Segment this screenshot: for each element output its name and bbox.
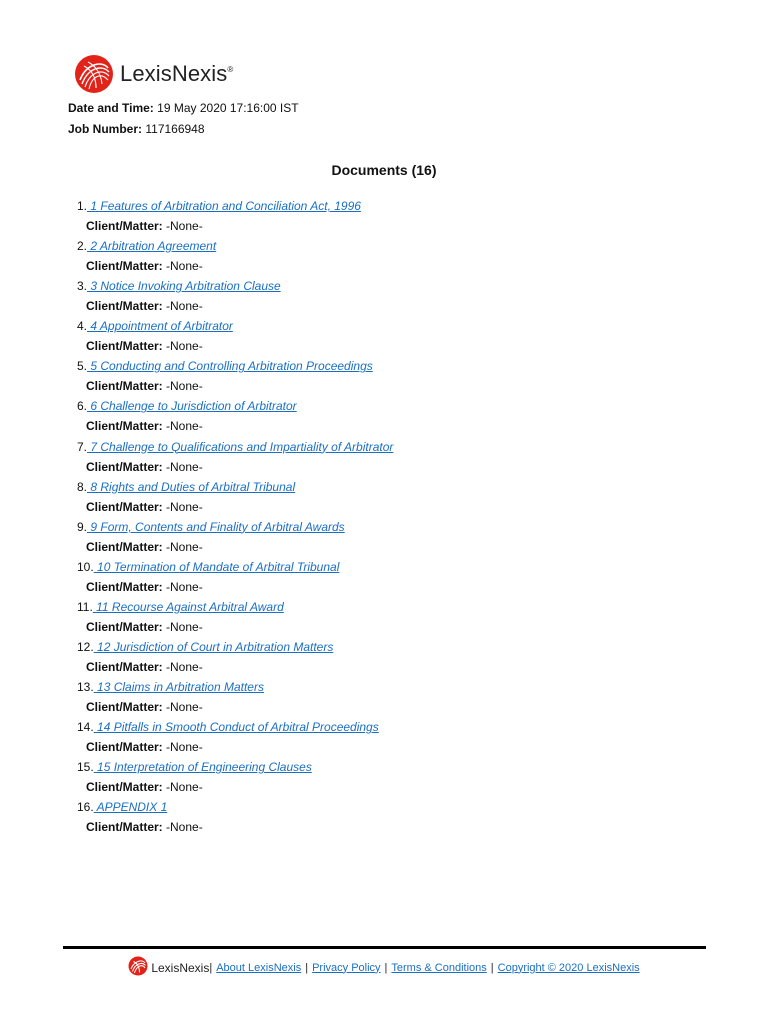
client-matter-value: -None-: [166, 619, 203, 634]
client-matter-row: [86, 457, 203, 477]
footer-separator: |: [305, 961, 309, 974]
document-title-row: [77, 396, 297, 416]
document-list-item: [0, 236, 700, 276]
document-number: 11.: [77, 599, 93, 614]
document-link[interactable]: 1 Features of Arbitration and Conciliation Act, 1996: [87, 199, 361, 213]
document-link[interactable]: 3 Notice Invoking Arbitration Clause: [87, 279, 281, 294]
client-matter-label: Client/Matter:: [86, 700, 163, 715]
client-matter-label: Client/Matter:: [86, 339, 163, 354]
document-list-item: [0, 797, 700, 837]
document-title-row: [77, 437, 393, 457]
client-matter-row: [86, 577, 203, 597]
client-matter-label: Client/Matter:: [86, 259, 163, 274]
documents-heading: Documents (16): [331, 162, 437, 178]
client-matter-value: -None-: [166, 219, 203, 233]
document-number: 13.: [77, 680, 94, 695]
document-number: 8.: [77, 479, 88, 494]
document-title-row: [77, 757, 312, 777]
document-number: 10.: [77, 559, 94, 574]
client-matter-value: -None-: [166, 419, 203, 434]
footer-separator: |: [384, 961, 388, 974]
document-number: 6.: [77, 399, 88, 414]
job-number-line: [68, 119, 299, 140]
client-matter-label: Client/Matter:: [86, 379, 163, 394]
privacy-policy-link[interactable]: Privacy Policy: [312, 961, 381, 974]
client-matter-row: [86, 657, 203, 677]
client-matter-value: -None-: [166, 259, 203, 274]
document-title-row: [77, 677, 264, 697]
client-matter-value: -None-: [166, 700, 203, 715]
client-matter-row: [86, 617, 203, 637]
document-list-item: [0, 717, 700, 757]
footer: [0, 956, 768, 979]
document-title-row: [77, 717, 379, 737]
document-title-row: [77, 316, 233, 336]
client-matter-value: -None-: [166, 499, 203, 514]
client-matter-row: [86, 537, 203, 557]
client-matter-label: Client/Matter:: [86, 219, 163, 233]
document-link[interactable]: 13 Claims in Arbitration Matters: [93, 680, 264, 695]
document-title-row: [77, 597, 284, 617]
client-matter-row: [86, 737, 203, 757]
client-matter-value: -None-: [166, 299, 203, 314]
client-matter-value: -None-: [166, 459, 203, 474]
date-label: Date and Time:: [68, 101, 154, 115]
lexisnexis-logo: [74, 54, 233, 94]
client-matter-row: [86, 497, 203, 517]
about-link[interactable]: About LexisNexis: [216, 961, 302, 974]
document-title-row: [77, 196, 361, 216]
client-matter-label: Client/Matter:: [86, 619, 163, 634]
client-matter-label: Client/Matter:: [86, 419, 163, 434]
document-link[interactable]: 8 Rights and Duties of Arbitral Tribunal: [87, 479, 296, 494]
document-list-item: [0, 396, 700, 436]
client-matter-value: -None-: [166, 660, 203, 675]
client-matter-label: Client/Matter:: [86, 579, 163, 594]
document-title-row: [77, 517, 345, 537]
client-matter-label: Client/Matter:: [86, 660, 163, 675]
document-title-row: [77, 477, 295, 497]
lexisnexis-globe-icon: [74, 54, 114, 94]
document-title-row: [77, 557, 339, 577]
client-matter-row: [86, 376, 203, 396]
copyright-link[interactable]: Copyright © 2020 LexisNexis: [497, 961, 640, 974]
client-matter-value: -None-: [166, 780, 203, 795]
document-number: 1.: [77, 199, 88, 213]
client-matter-label: Client/Matter:: [86, 780, 163, 795]
footer-wordmark: LexisNexis: [151, 960, 210, 975]
footer-separator: |: [490, 961, 494, 974]
document-number: 7.: [77, 439, 88, 454]
client-matter-label: Client/Matter:: [86, 299, 163, 314]
footer-divider: [63, 946, 706, 949]
document-link[interactable]: 4 Appointment of Arbitrator: [87, 319, 233, 334]
logo-wordmark: LexisNexis®: [120, 61, 234, 86]
document-title-row: [77, 276, 281, 296]
client-matter-row: [86, 777, 203, 797]
date-value: 19 May 2020 17:16:00 IST: [157, 101, 299, 115]
document-list-item: [0, 477, 700, 517]
document-list-item: [0, 597, 700, 637]
document-link[interactable]: 7 Challenge to Qualifications and Impartiality of Arbitrator: [87, 439, 394, 454]
document-list-item: [0, 196, 700, 236]
document-number: 5.: [77, 359, 88, 374]
client-matter-label: Client/Matter:: [86, 740, 163, 755]
client-matter-label: Client/Matter:: [86, 459, 163, 474]
client-matter-row: [86, 256, 203, 276]
client-matter-row: [86, 336, 203, 356]
document-number: 4.: [77, 319, 88, 334]
document-link[interactable]: 11 Recourse Against Arbitral Award: [92, 599, 284, 614]
client-matter-value: -None-: [166, 579, 203, 594]
document-link[interactable]: 6 Challenge to Jurisdiction of Arbitrator: [87, 399, 297, 414]
document-list-item: [0, 437, 700, 477]
client-matter-label: Client/Matter:: [86, 539, 163, 554]
lexisnexis-globe-icon: [128, 956, 148, 979]
document-list-item: [0, 517, 700, 557]
client-matter-row: [86, 416, 203, 436]
document-number: 12.: [77, 640, 94, 655]
client-matter-row: [86, 296, 203, 316]
client-matter-value: -None-: [166, 379, 203, 394]
client-matter-value: -None-: [166, 820, 203, 835]
document-link[interactable]: 5 Conducting and Controlling Arbitration Proceedings: [87, 359, 373, 374]
document-list-item: [0, 677, 700, 717]
date-time-line: [68, 98, 299, 119]
document-link[interactable]: 14 Pitfalls in Smooth Conduct of Arbitral Proceedings: [93, 720, 379, 735]
document-link[interactable]: APPENDIX 1: [93, 800, 168, 815]
client-matter-value: -None-: [166, 539, 203, 554]
document-number: 2.: [77, 239, 88, 254]
document-link[interactable]: 15 Interpretation of Engineering Clauses: [93, 760, 312, 775]
document-number: 3.: [77, 279, 88, 294]
document-number: 16.: [77, 800, 94, 815]
terms-conditions-link[interactable]: Terms & Conditions: [391, 961, 487, 974]
document-list-item: [0, 356, 700, 396]
document-title-row: [77, 236, 216, 256]
document-list: [0, 196, 700, 838]
job-value: 117166948: [145, 122, 205, 136]
client-matter-label: Client/Matter:: [86, 499, 163, 514]
document-link[interactable]: 9 Form, Contents and Finality of Arbitral Awards: [87, 519, 345, 534]
document-link[interactable]: 2 Arbitration Agreement: [87, 239, 217, 254]
job-meta: [68, 98, 299, 140]
client-matter-row: [86, 697, 203, 717]
footer-logo: LexisNexis |: [128, 956, 214, 979]
job-label: Job Number:: [68, 122, 143, 136]
document-link[interactable]: 10 Termination of Mandate of Arbitral Tribunal: [93, 559, 340, 574]
document-title-row: [77, 356, 373, 376]
document-link[interactable]: 12 Jurisdiction of Court in Arbitration Matters: [93, 640, 334, 655]
client-matter-row: [86, 216, 203, 236]
document-list-item: [0, 316, 700, 356]
document-title-row: [77, 637, 333, 657]
document-number: 9.: [77, 519, 88, 534]
document-number: 14.: [77, 720, 94, 735]
document-list-item: [0, 557, 700, 597]
client-matter-value: -None-: [166, 740, 203, 755]
document-list-item: [0, 637, 700, 677]
document-list-item: [0, 757, 700, 797]
client-matter-label: Client/Matter:: [86, 820, 163, 835]
document-list-item: [0, 276, 700, 316]
client-matter-value: -None-: [166, 339, 203, 354]
client-matter-row: [86, 817, 203, 837]
document-title-row: [77, 797, 167, 817]
document-number: 15.: [77, 760, 94, 775]
